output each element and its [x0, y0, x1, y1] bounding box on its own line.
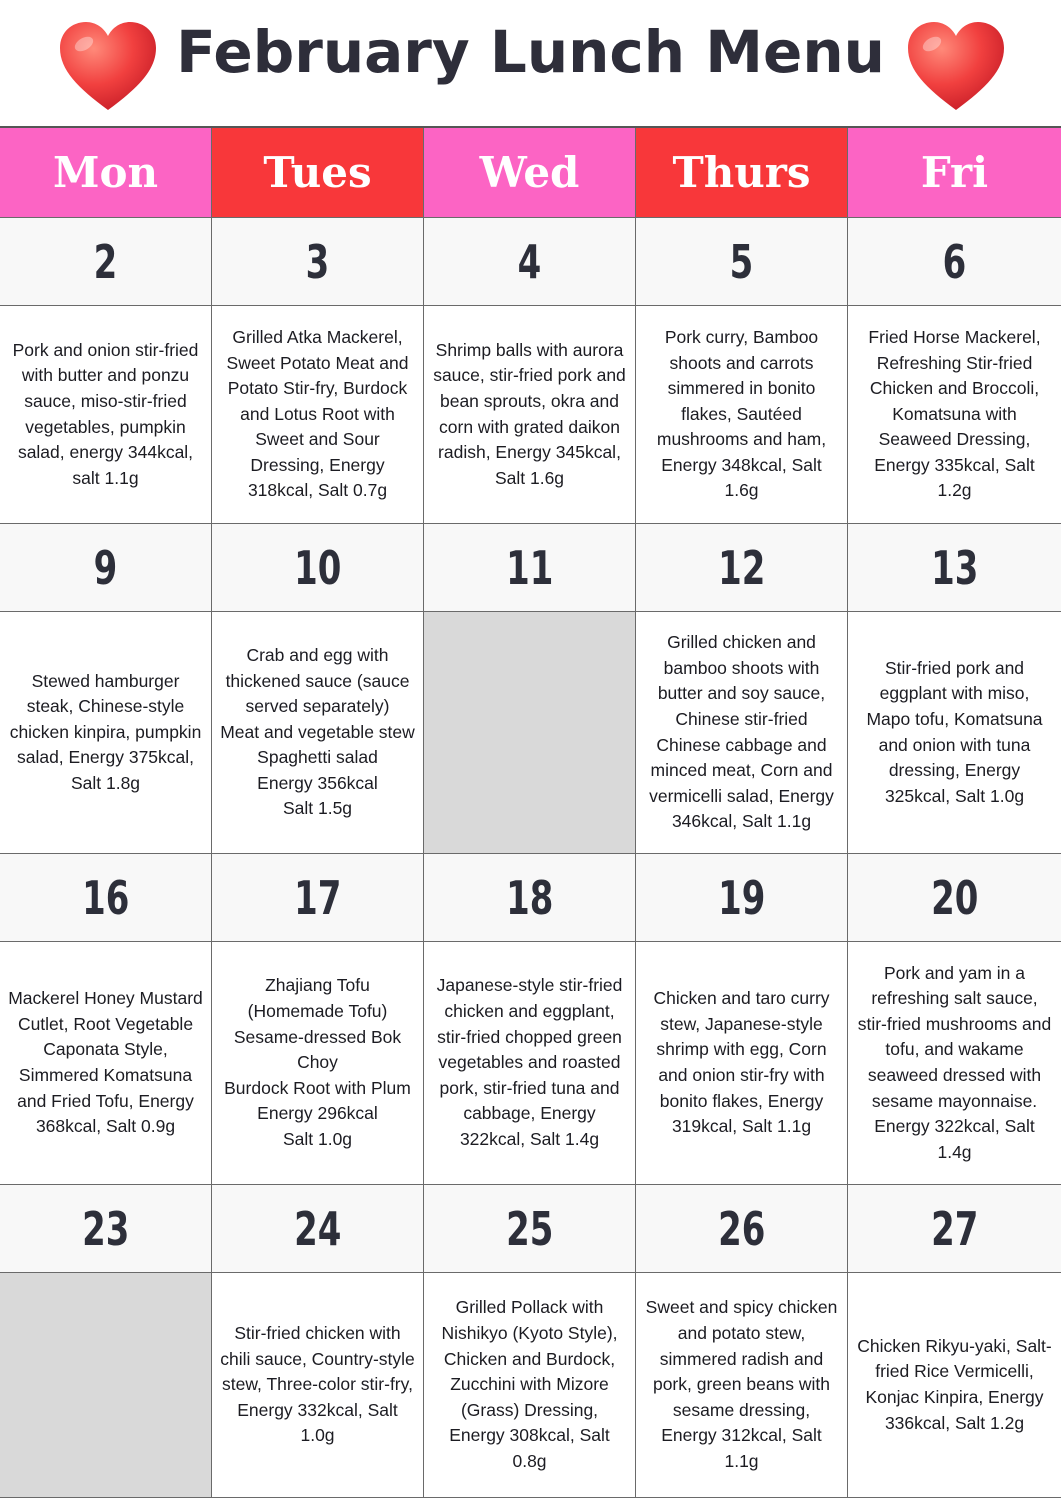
date-number: 2	[93, 234, 118, 289]
date-cell	[636, 218, 848, 306]
date-cell	[0, 218, 212, 306]
date-cell	[636, 854, 848, 942]
menu-cell: Sweet and spicy chicken and potato stew, simmered radish and pork, green beans with sesame dressing, Energy 312kcal, Salt 1.1g	[636, 1273, 848, 1498]
menu-cell: Chicken Rikyu-yaki, Salt-fried Rice Vermicelli, Konjac Kinpira, Energy 336kcal, Salt 1.2g	[848, 1273, 1061, 1498]
date-cell	[212, 1185, 424, 1273]
date-cell	[0, 524, 212, 612]
menu-cell: Stir-fried pork and eggplant with miso, Mapo tofu, Komatsuna and onion with tuna dressing, Energy 325kcal, Salt 1.0g	[848, 612, 1061, 854]
date-number: 17	[293, 870, 342, 925]
date-number: 3	[305, 234, 330, 289]
heart-icon	[906, 20, 1006, 112]
date-number: 24	[293, 1201, 342, 1256]
page-header	[0, 0, 1061, 128]
date-number: 23	[81, 1201, 130, 1256]
menu-calendar	[0, 128, 1061, 1498]
menu-cell: Pork and yam in a refreshing salt sauce, stir-fried mushrooms and tofu, and wakame seaweed dressed with sesame mayonnaise. Energy 322kcal, Salt 1.4g	[848, 942, 1061, 1185]
menu-cell: Fried Horse Mackerel, Refreshing Stir-fried Chicken and Broccoli, Komatsuna with Seaweed Dressing, Energy 335kcal, Salt 1.2g	[848, 306, 1061, 524]
date-number: 26	[717, 1201, 766, 1256]
date-number: 20	[930, 870, 979, 925]
date-number: 10	[293, 540, 342, 595]
date-number: 6	[942, 234, 967, 289]
date-cell	[848, 524, 1061, 612]
date-number: 27	[930, 1201, 979, 1256]
menu-cell-empty	[424, 612, 636, 854]
menu-cell: Zhajiang Tofu (Homemade Tofu) Sesame-dressed Bok Choy Burdock Root with Plum Energy 296kcal Salt 1.0g	[212, 942, 424, 1185]
date-number: 9	[93, 540, 118, 595]
date-number: 5	[729, 234, 754, 289]
date-number: 13	[930, 540, 979, 595]
date-cell	[636, 1185, 848, 1273]
date-number: 11	[505, 540, 554, 595]
date-cell	[424, 218, 636, 306]
menu-cell: Pork curry, Bamboo shoots and carrots simmered in bonito flakes, Sautéed mushrooms and ham, Energy 348kcal, Salt 1.6g	[636, 306, 848, 524]
menu-cell-empty	[0, 1273, 212, 1498]
menu-cell: Stewed hamburger steak, Chinese-style chicken kinpira, pumpkin salad, Energy 375kcal, Salt 1.8g	[0, 612, 212, 854]
date-number: 19	[717, 870, 766, 925]
day-header-fri: Fri	[848, 128, 1061, 218]
date-cell	[424, 524, 636, 612]
day-header-thurs: Thurs	[636, 128, 848, 218]
day-header-tues: Tues	[212, 128, 424, 218]
date-cell	[212, 218, 424, 306]
date-cell	[212, 854, 424, 942]
date-number: 25	[505, 1201, 554, 1256]
date-cell	[424, 1185, 636, 1273]
date-cell	[848, 218, 1061, 306]
menu-cell: Crab and egg with thickened sauce (sauce served separately) Meat and vegetable stew Spaghetti salad Energy 356kcal Salt 1.5g	[212, 612, 424, 854]
date-cell	[0, 1185, 212, 1273]
date-number: 18	[505, 870, 554, 925]
day-header-mon: Mon	[0, 128, 212, 218]
date-cell	[636, 524, 848, 612]
date-cell	[848, 854, 1061, 942]
menu-cell: Grilled chicken and bamboo shoots with butter and soy sauce, Chinese stir-fried Chinese cabbage and minced meat, Corn and vermicelli salad, Energy 346kcal, Salt 1.1g	[636, 612, 848, 854]
menu-cell: Pork and onion stir-fried with butter and ponzu sauce, miso-stir-fried vegetables, pumpkin salad, energy 344kcal, salt 1.1g	[0, 306, 212, 524]
date-cell	[212, 524, 424, 612]
menu-cell: Grilled Pollack with Nishikyo (Kyoto Style), Chicken and Burdock, Zucchini with Mizore (Grass) Dressing, Energy 308kcal, Salt 0.8g	[424, 1273, 636, 1498]
date-number: 4	[517, 234, 542, 289]
menu-cell: Stir-fried chicken with chili sauce, Country-style stew, Three-color stir-fry, Energy 332kcal, Salt 1.0g	[212, 1273, 424, 1498]
menu-cell: Grilled Atka Mackerel, Sweet Potato Meat and Potato Stir-fry, Burdock and Lotus Root with Sweet and Sour Dressing, Energy 318kcal, Salt 0.7g	[212, 306, 424, 524]
menu-cell: Japanese-style stir-fried chicken and eggplant, stir-fried chopped green vegetables and roasted pork, stir-fried tuna and cabbage, Energy 322kcal, Salt 1.4g	[424, 942, 636, 1185]
menu-cell: Mackerel Honey Mustard Cutlet, Root Vegetable Caponata Style, Simmered Komatsuna and Fried Tofu, Energy 368kcal, Salt 0.9g	[0, 942, 212, 1185]
date-cell	[424, 854, 636, 942]
date-cell	[0, 854, 212, 942]
date-number: 16	[81, 870, 130, 925]
day-header-wed: Wed	[424, 128, 636, 218]
page-title: February Lunch Menu	[176, 18, 885, 86]
date-cell	[848, 1185, 1061, 1273]
date-number: 12	[717, 540, 766, 595]
menu-cell: Chicken and taro curry stew, Japanese-style shrimp with egg, Corn and onion stir-fry with bonito flakes, Energy 319kcal, Salt 1.1g	[636, 942, 848, 1185]
menu-cell: Shrimp balls with aurora sauce, stir-fried pork and bean sprouts, okra and corn with grated daikon radish, Energy 345kcal, Salt 1.6g	[424, 306, 636, 524]
